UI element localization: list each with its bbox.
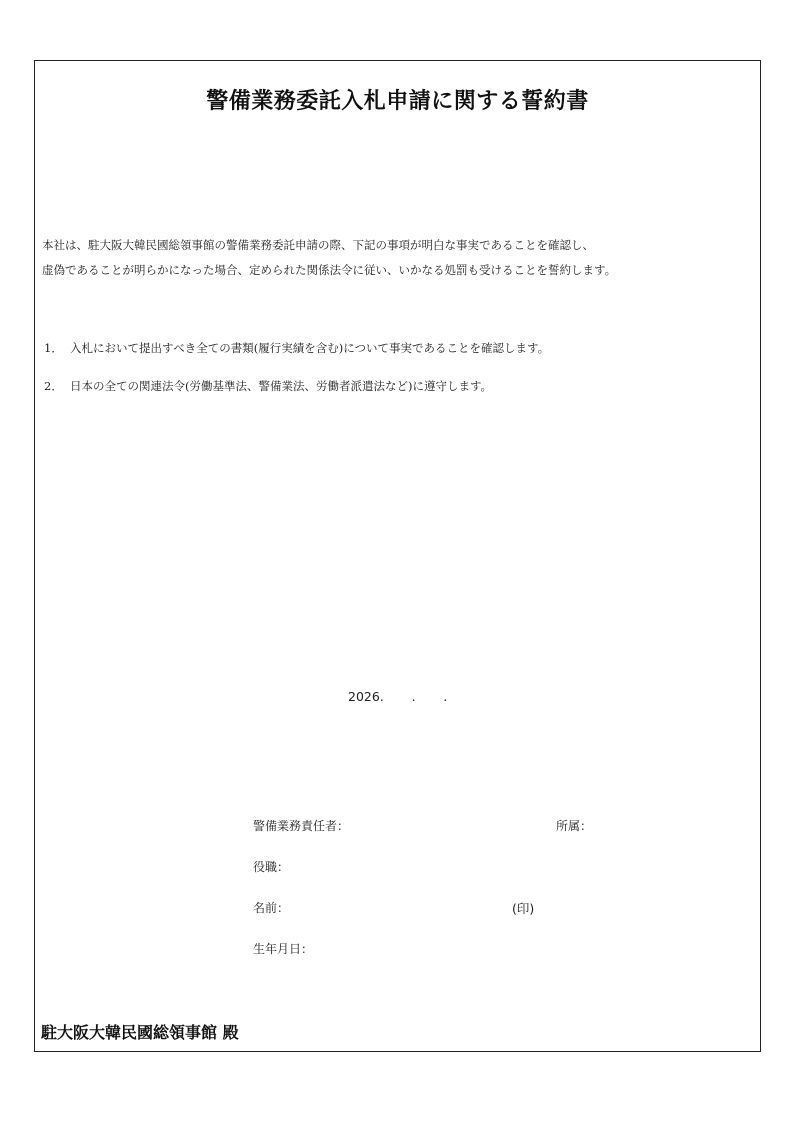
date-line: 2026. . .	[348, 689, 448, 704]
pledge-items	[44, 336, 549, 412]
document-title: 警備業務委託入札申請に関する誓約書	[206, 89, 589, 114]
pledge-item-number: 2．	[44, 379, 63, 393]
addressee: 駐大阪大韓民國総領事館 殿	[41, 1023, 239, 1042]
document-frame	[34, 60, 761, 1052]
position-label: 役職：	[253, 860, 290, 874]
pledge-item-text: 日本の全ての関連法令(労働基準法、警備業法、労働者派遣法など)に遵守します。	[70, 379, 493, 393]
pledge-item	[44, 374, 549, 412]
pledge-item-number: 1．	[44, 341, 63, 355]
intro-line-1: 本社は、駐大阪大韓民國総領事館の警備業務委託申請の際、下記の事項が明白な事実であることを確認し、	[42, 238, 594, 252]
pledge-item	[44, 336, 549, 374]
birthdate-label: 生年月日：	[253, 942, 314, 956]
responsible-person-label: 警備業務責任者：	[253, 819, 350, 833]
name-label: 名前：	[253, 901, 290, 915]
affiliation-label: 所属：	[556, 819, 593, 833]
seal-mark: (印)	[512, 901, 535, 916]
pledge-item-text: 入札において提出すべき全ての書類(履行実績を含む)について事実であることを確認します。	[70, 341, 550, 355]
intro-line-2: 虚偽であることが明らかになった場合、定められた関係法令に従い、いかなる処罰も受けることを誓約します。	[42, 263, 617, 277]
intro-paragraph	[42, 233, 616, 283]
